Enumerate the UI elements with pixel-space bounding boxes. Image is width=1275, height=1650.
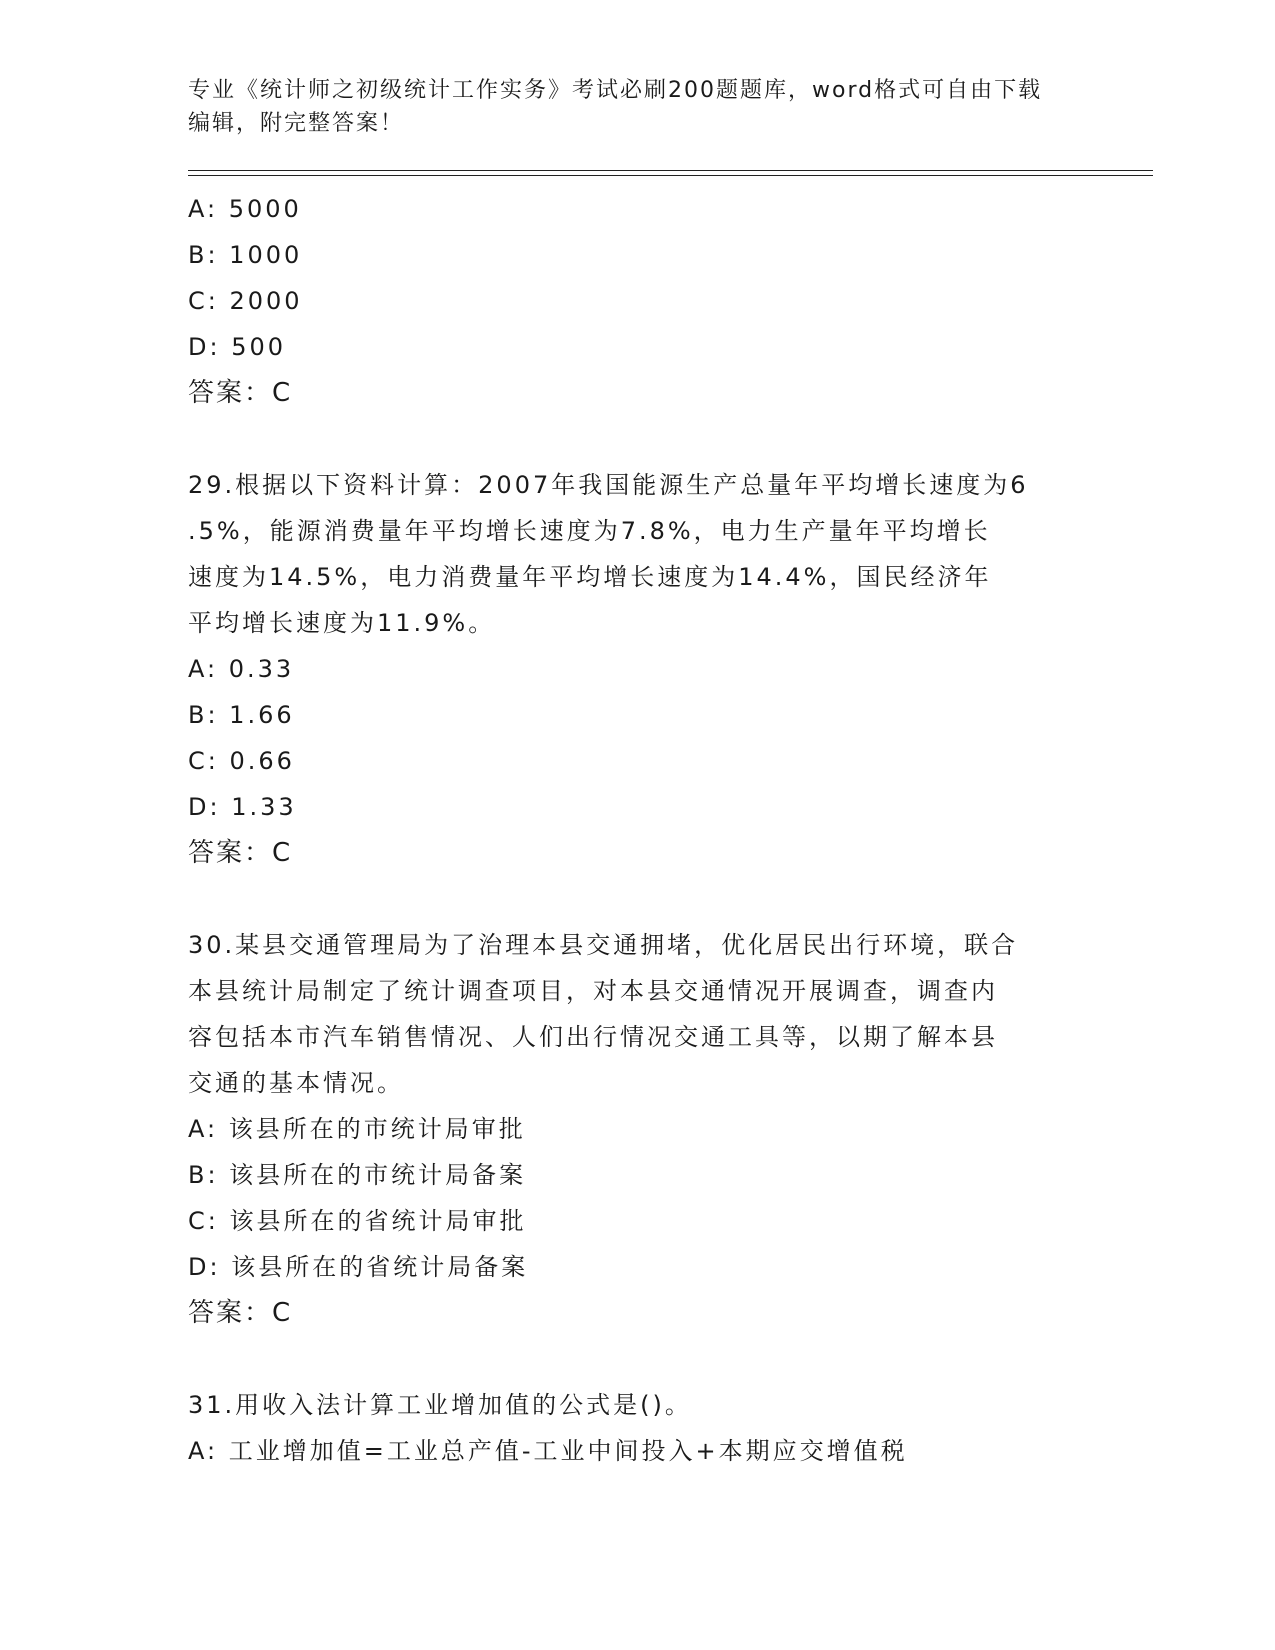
option-b: B: 该县所在的市统计局备案: [188, 1161, 527, 1189]
spacer: [188, 1336, 1078, 1382]
option-a: A: 5000: [188, 195, 302, 223]
question-text-line: .5%，能源消费量年平均增长速度为7.8%，电力生产量年平均增长: [188, 517, 991, 545]
question-text-line: 29.根据以下资料计算：2007年我国能源生产总量年平均增长速度为6: [188, 471, 1029, 499]
answer-line: 答案：C: [188, 838, 293, 868]
option-d: D: 该县所在的省统计局备案: [188, 1253, 529, 1281]
question-text-line: 本县统计局制定了统计调查项目，对本县交通情况开展调查，调查内: [188, 977, 998, 1005]
question-text-line: 平均增长速度为11.9%。: [188, 609, 496, 637]
option-b: B: 1000: [188, 241, 303, 269]
document-header: [188, 74, 1078, 140]
question-text-line: 30.某县交通管理局为了治理本县交通拥堵，优化居民出行环境，联合: [188, 931, 1019, 959]
option-a: A: 该县所在的市统计局审批: [188, 1115, 526, 1143]
header-rule-bottom: [188, 175, 1153, 176]
question-text-line: 交通的基本情况。: [188, 1069, 404, 1097]
option-c: C: 2000: [188, 287, 303, 315]
header-title-line-1: 专业《统计师之初级统计工作实务》考试必刷200题题库，word格式可自由下载: [188, 78, 1043, 103]
question-30: [188, 922, 1078, 1336]
option-c: C: 0.66: [188, 747, 295, 775]
spacer: [188, 876, 1078, 922]
header-title-line-2: 编辑，附完整答案！: [188, 111, 405, 136]
question-list: [188, 186, 1078, 1474]
question-28-block: [188, 186, 1078, 416]
answer-line: 答案：C: [188, 378, 293, 408]
spacer: [188, 416, 1078, 462]
question-text-line: 容包括本市汽车销售情况、人们出行情况交通工具等，以期了解本县: [188, 1023, 998, 1051]
option-b: B: 1.66: [188, 701, 295, 729]
question-31: [188, 1382, 1078, 1474]
option-d: D: 500: [188, 333, 287, 361]
question-29: [188, 462, 1078, 876]
question-text-line: 速度为14.5%，电力消费量年平均增长速度为14.4%，国民经济年: [188, 563, 992, 591]
option-a: A: 工业增加值=工业总产值-工业中间投入+本期应交增值税: [188, 1437, 908, 1465]
question-text-line: 31.用收入法计算工业增加值的公式是()。: [188, 1391, 692, 1419]
header-rule-top: [188, 170, 1153, 171]
option-d: D: 1.33: [188, 793, 297, 821]
answer-line: 答案：C: [188, 1298, 293, 1328]
option-a: A: 0.33: [188, 655, 295, 683]
option-c: C: 该县所在的省统计局审批: [188, 1207, 527, 1235]
